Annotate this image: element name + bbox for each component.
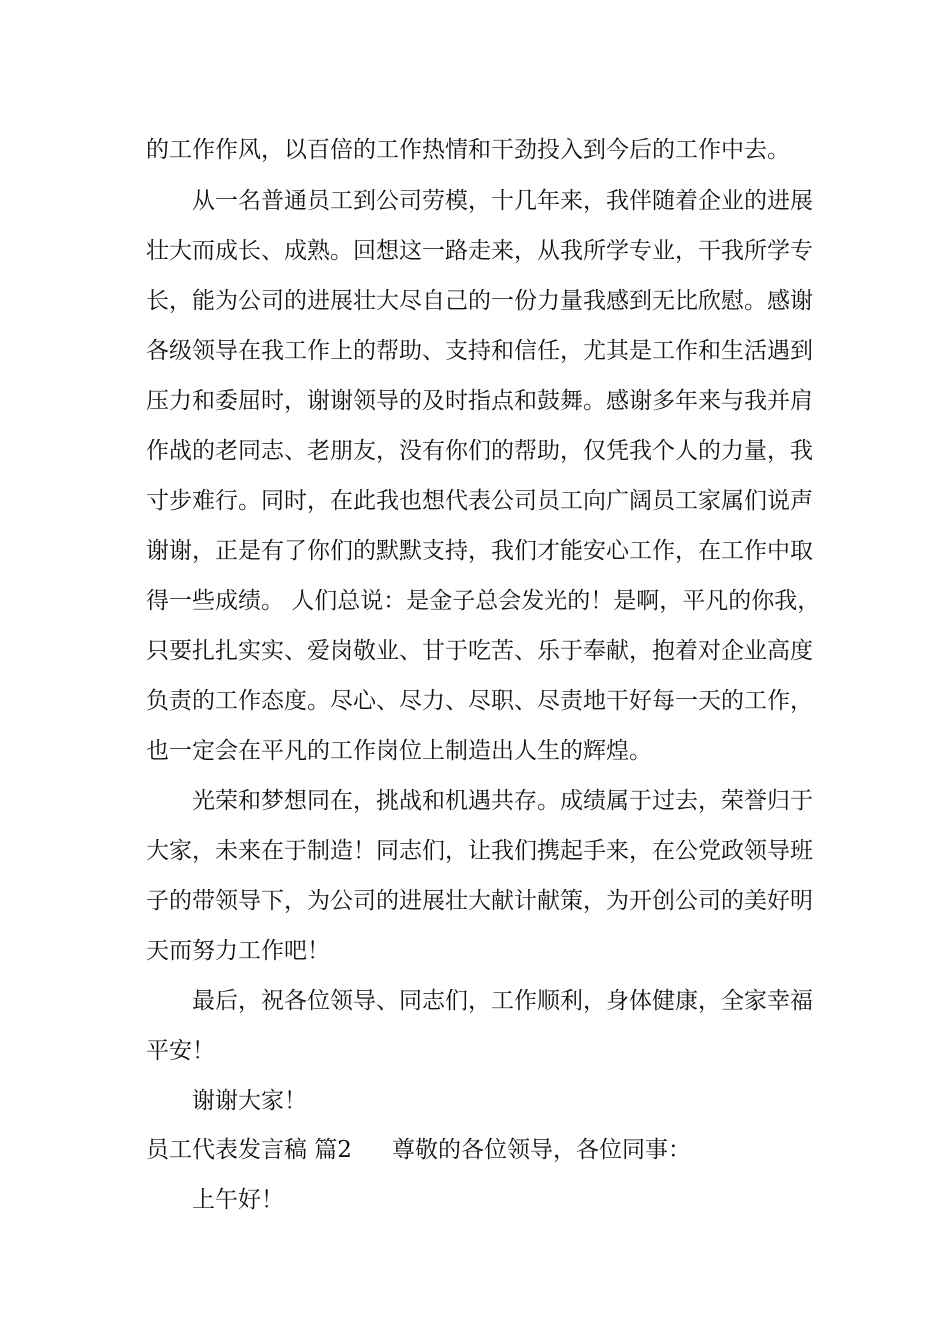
text-line: 的工作作风，以百倍的工作热情和干劲投入到今后的工作中去。 xyxy=(146,137,790,163)
text-line: 只要扎扎实实、爱岗敬业、甘于吃苦、乐于奉献，抱着对企业高度 xyxy=(146,638,813,664)
text-line: 也一定会在平凡的工作岗位上制造出人生的辉煌。 xyxy=(146,738,652,764)
salutation: 尊敬的各位领导，各位同事： xyxy=(392,1137,691,1163)
text-line: 各级领导在我工作上的帮助、支持和信任，尤其是工作和生活遇到 xyxy=(146,338,813,364)
text-line: 光荣和梦想同在，挑战和机遇共存。成绩属于过去，荣誉归于 xyxy=(192,788,813,814)
text-line: 得一些成绩。 人们总说：是金子总会发光的！是啊，平凡的你我， xyxy=(146,588,821,614)
text-line: 作战的老同志、老朋友，没有你们的帮助，仅凭我个人的力量，我 xyxy=(146,438,813,464)
text-line: 压力和委屈时，谢谢领导的及时指点和鼓舞。感谢多年来与我并肩 xyxy=(146,388,813,414)
text-line: 壮大而成长、成熟。回想这一路走来，从我所学专业，干我所学专 xyxy=(146,238,813,264)
text-line: 谢谢大家！ xyxy=(192,1088,307,1114)
text-line: 负责的工作态度。尽心、尽力、尽职、尽责地干好每一天的工作， xyxy=(146,688,813,714)
section-heading-row xyxy=(146,1130,706,1170)
section-heading: 员工代表发言稿 篇2 xyxy=(146,1137,352,1163)
text-line: 寸步难行。同时，在此我也想代表公司员工向广阔员工家属们说声 xyxy=(146,488,813,514)
text-line: 从一名普通员工到公司劳模，十几年来，我伴随着企业的进展 xyxy=(192,188,813,214)
text-line: 平安！ xyxy=(146,1038,215,1064)
text-line: 子的带领导下，为公司的进展壮大献计献策，为开创公司的美好明 xyxy=(146,888,813,914)
text-line: 长，能为公司的进展壮大尽自己的一份力量我感到无比欣慰。感谢 xyxy=(146,288,813,314)
text-line: 最后，祝各位领导、同志们，工作顺利，身体健康，全家幸福 xyxy=(192,988,813,1014)
text-line: 谢谢，正是有了你们的默默支持，我们才能安心工作，在工作中取 xyxy=(146,538,813,564)
text-line: 天而努力工作吧！ xyxy=(146,938,330,964)
greeting: 上午好！ xyxy=(192,1187,284,1213)
text-line: 大家，未来在于制造！同志们，让我们携起手来，在公党政领导班 xyxy=(146,838,813,864)
